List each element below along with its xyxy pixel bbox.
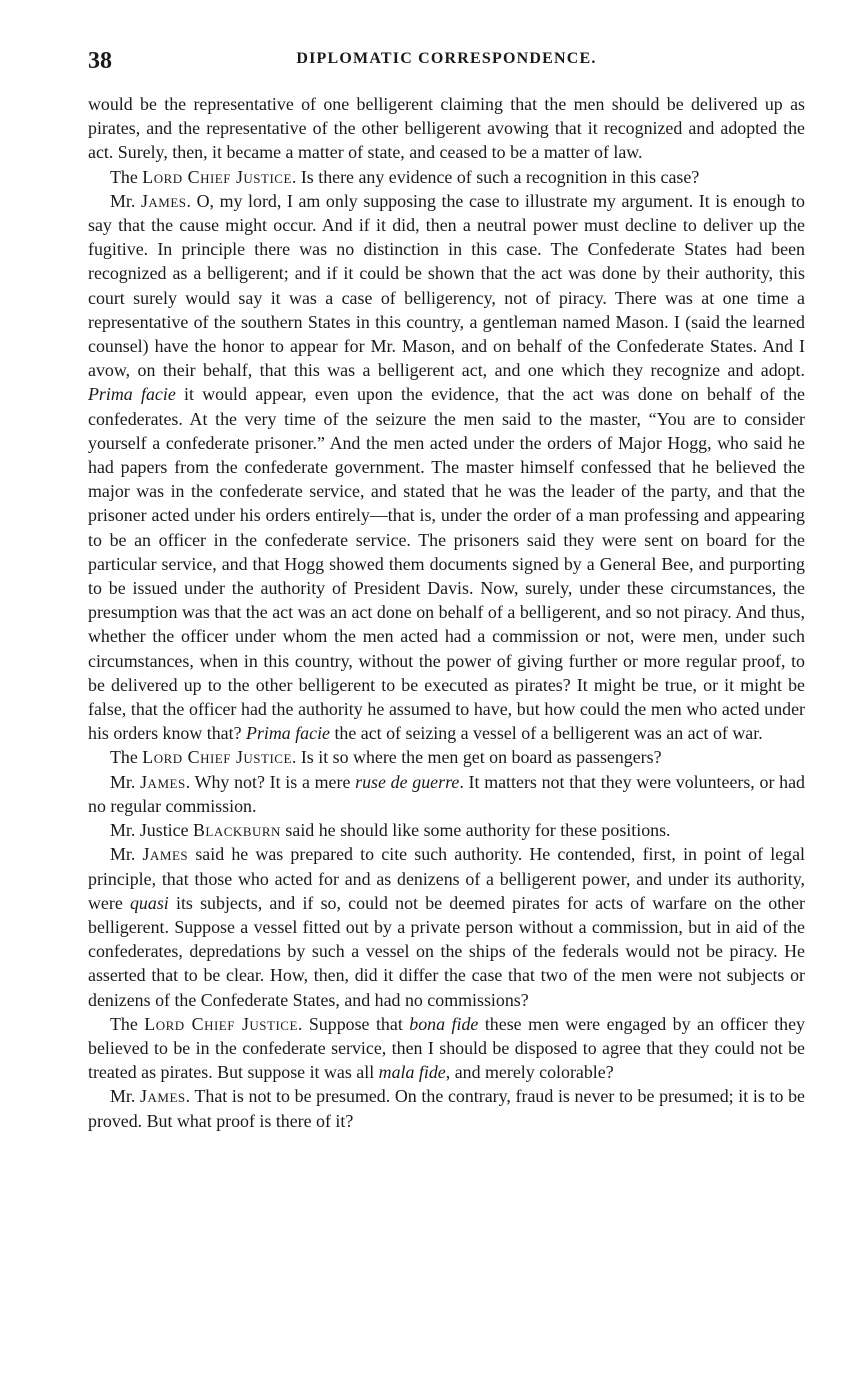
- paragraph: Mr. James. Why not? It is a mere ruse de guerre. It matters not that they were volunteers, or had no regular commission.: [88, 771, 805, 816]
- italic-term: Prima facie: [246, 723, 330, 744]
- speaker-name: James: [140, 1086, 186, 1107]
- paragraph: would be the representative of one belligerent claiming that the men should be delivered up as pirates, and the representative of the other belligerent avowing that it recognized and adopted the act. Surely, then, it became a matter of state, and ceased to be a matter of law.: [88, 94, 805, 163]
- running-head: DIPLOMATIC CORRESPONDENCE.: [296, 50, 597, 67]
- italic-term: bona fide: [409, 1013, 479, 1034]
- speaker-name: Lord Chief Justice: [142, 747, 292, 768]
- speaker-name: Blackburn: [193, 820, 281, 841]
- paragraph: The Lord Chief Justice. Is there any evidence of such a recognition in this case?: [110, 166, 700, 187]
- document-body: [88, 92, 805, 1133]
- paragraph: The Lord Chief Justice. Is it so where the men get on board as passengers?: [110, 747, 662, 768]
- speaker-name: Lord Chief Justice: [142, 166, 292, 187]
- paragraph: Mr. James said he was prepared to cite such authority. He contended, first, in point of legal principle, that those who acted for and as denizens of a belligerent power, and under its authority, were quasi its subjects, and if so, could not be deemed pirates for acts of warfare on the other belligerent. Suppose a vessel fitted out by a private person without a commission, but in aid of the confederates, depredations by such a vessel on the ships of the federals would not be piracy. He asserted that to be clear. How, then, did it differ the case that two of the men were not subjects or denizens of the Confederate States, and had no commissions?: [88, 844, 806, 1010]
- italic-term: mala fide: [378, 1062, 446, 1083]
- speaker-name: James: [140, 190, 187, 211]
- paragraph: Mr. James. That is not to be presumed. On the contrary, fraud is never to be presumed; it is to be proved. But what proof is there of it?: [88, 1086, 805, 1131]
- italic-term: quasi: [129, 892, 169, 913]
- speaker-name: James: [142, 844, 189, 865]
- speaker-name: Lord Chief Justice: [144, 1013, 298, 1034]
- speaker-name: James: [140, 771, 186, 792]
- page-number: 38: [88, 48, 112, 74]
- paragraph: Mr. James. O, my lord, I am only supposing the case to illustrate my argument. It is enough to say that the cause might occur. And if it did, then a neutral power must decline to deliver up the fugitive. In principle there was no distinction in this case. The Confederate States had been recognized as a belligerent; and if it could be shown that the act was done by their authority, this court surely would say it was a case of belligerency, not of piracy. There was at one time a representative of the southern States in this country, a gentleman named Mason. I (said the learned counsel) have the honor to appear for Mr. Mason, and on behalf of the Confederate States. And I avow, on their behalf, that this was a belligerent act, and one which they recognize and adopt. Prima facie it would appear, even upon the evidence, that the act was done on behalf of the confederates. At the very time of the seizure the men said to the master, “You are to consider yourself a confederate prisoner.” And the men acted under the orders of Major Hogg, who said he had papers from the confederate government. The master himself confessed that he believed the major was in the confederate service, and stated that he was the leader of the party, and that the prisoner acted under his orders entirely—that is, under the order of a man professing and appearing to be an officer in the confederate service. The prisoners said they were sent on board for the particular service, and that Hogg showed them documents signed by a General Bee, and purporting to be issued under the authority of President Davis. Now, surely, under these circumstances, the presumption was that the act was an act done on behalf of a belligerent, and so not piracy. And thus, whether the officer under whom the men acted had a commission or not, were men, under such circumstances, when in this country, without the power of giving further or more regular proof, to be delivered up to the other belligerent to be executed as pirates? It might be true, or it might be false, that the officer had the authority he assumed to have, but how could the men who acted under his orders know that? Prima facie the act of seizing a vessel of a belligerent was an act of war.: [88, 190, 805, 744]
- paragraph: The Lord Chief Justice. Suppose that bona fide these men were engaged by an officer they believed to be in the confederate service, then I should be disposed to agree that they could not be treated as pirates. But suppose it was all mala fide, and merely colorable?: [88, 1013, 805, 1083]
- italic-term: Prima facie: [88, 384, 176, 405]
- paragraph: Mr. Justice Blackburn said he should like some authority for these positions.: [110, 820, 671, 841]
- italic-term: ruse de guerre: [355, 771, 460, 792]
- page-header: [88, 48, 805, 76]
